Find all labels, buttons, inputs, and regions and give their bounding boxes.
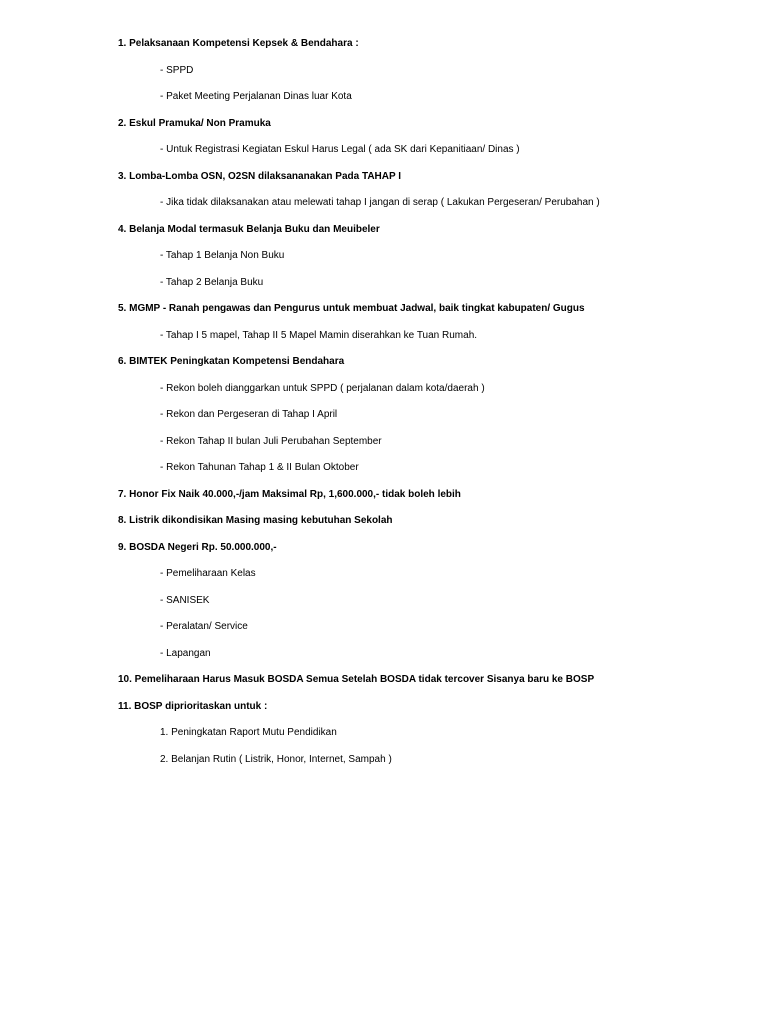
- section-heading: 4. Belanja Modal termasuk Belanja Buku dan Meuibeler: [118, 224, 380, 235]
- section-heading: 1. Pelaksanaan Kompetensi Kepsek & Bendahara :: [118, 38, 359, 49]
- section-item: - Peralatan/ Service: [160, 621, 248, 632]
- section-heading: 5. MGMP - Ranah pengawas dan Pengurus untuk membuat Jadwal, baik tingkat kabupaten/ Gugus: [118, 303, 585, 314]
- section-heading: 8. Listrik dikondisikan Masing masing kebutuhan Sekolah: [118, 515, 393, 526]
- section-item: - Rekon Tahap II bulan Juli Perubahan September: [160, 436, 382, 447]
- section-heading: 7. Honor Fix Naik 40.000,-/jam Maksimal Rp, 1,600.000,- tidak boleh lebih: [118, 489, 461, 500]
- section-heading: 2. Eskul Pramuka/ Non Pramuka: [118, 118, 271, 129]
- section-item: - Tahap 1 Belanja Non Buku: [160, 250, 285, 261]
- section-item: - Pemeliharaan Kelas: [160, 568, 256, 579]
- section-item: 1. Peningkatan Raport Mutu Pendidikan: [160, 727, 337, 738]
- section-item: 2. Belanjan Rutin ( Listrik, Honor, Internet, Sampah ): [160, 754, 392, 765]
- section-item: - SANISEK: [160, 595, 210, 606]
- section-item: - Tahap 2 Belanja Buku: [160, 277, 264, 288]
- section-item: - SPPD: [160, 65, 194, 76]
- section-item: - Untuk Registrasi Kegiatan Eskul Harus Legal ( ada SK dari Kepanitiaan/ Dinas ): [160, 144, 520, 155]
- section-item: - Rekon boleh dianggarkan untuk SPPD ( perjalanan dalam kota/daerah ): [160, 383, 485, 394]
- section-heading: 6. BIMTEK Peningkatan Kompetensi Bendahara: [118, 356, 345, 367]
- section-heading: 9. BOSDA Negeri Rp. 50.000.000,-: [118, 542, 277, 553]
- section-item: - Rekon Tahunan Tahap 1 & II Bulan Oktober: [160, 462, 359, 473]
- section-item: - Paket Meeting Perjalanan Dinas luar Kota: [160, 91, 352, 102]
- section-item: - Lapangan: [160, 648, 211, 659]
- section-heading: 10. Pemeliharaan Harus Masuk BOSDA Semua Setelah BOSDA tidak tercover Sisanya baru ke BOSP: [118, 674, 595, 685]
- section-heading: 3. Lomba-Lomba OSN, O2SN dilaksananakan Pada TAHAP I: [118, 171, 402, 182]
- section-item: - Rekon dan Pergeseran di Tahap I April: [160, 409, 338, 420]
- section-heading: 11. BOSP diprioritaskan untuk :: [118, 701, 268, 712]
- section-item: - Jika tidak dilaksanakan atau melewati tahap I jangan di serap ( Lakukan Pergeseran/ Perubahan ): [160, 197, 600, 208]
- section-item: - Tahap I 5 mapel, Tahap II 5 Mapel Mamin diserahkan ke Tuan Rumah.: [160, 330, 478, 341]
